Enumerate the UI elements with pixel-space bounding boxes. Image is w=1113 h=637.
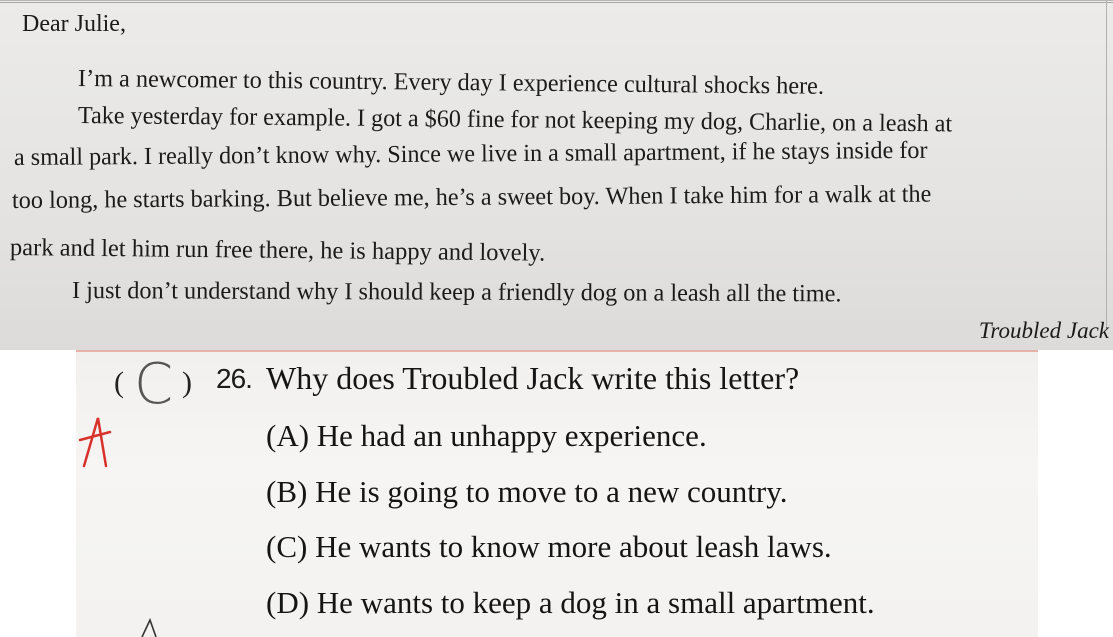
top-rule: [0, 2, 1113, 3]
right-rule: [1106, 1, 1107, 330]
question-text: Why does Troubled Jack write this letter?: [266, 360, 800, 396]
letter-line-1: I’m a newcomer to this country. Every day I experience cultural shocks here.: [77, 65, 825, 100]
letter-line-6: I just don’t understand why I should keep a friendly dog on a leash all the time.: [71, 277, 842, 308]
option-c: (C) He wants to know more about leash laws.: [266, 529, 832, 564]
question-number: 26.: [216, 363, 252, 394]
letter-line-2: Take yesterday for example. I got a $60 fine for not keeping my dog, Charlie, on a leash at: [77, 102, 953, 138]
letter-line-4: too long, he starts barking. But believe me, he’s a sweet boy. When I take him for a walk at the: [11, 180, 932, 214]
letter-line-5: park and let him run free there, he is happy and lovely.: [9, 234, 546, 267]
option-a: (A) He had an unhappy experience.: [266, 418, 707, 453]
answer-paren-close: ): [182, 366, 192, 399]
option-b: (B) He is going to move to a new country.: [266, 474, 788, 509]
handwritten-answer: C: [134, 352, 174, 417]
letter-line-3: a small park. I really don’t know why. Since we live in a small apartment, if he stays inside for: [13, 136, 928, 171]
red-correction-mark: [76, 410, 116, 470]
question-panel: [76, 350, 1038, 637]
red-mark-stroke-b: [80, 432, 110, 440]
pencil-scribble: [136, 608, 166, 637]
option-d: (D) He wants to keep a dog in a small apartment.: [266, 585, 875, 620]
answer-paren-open: (: [114, 366, 124, 399]
signature: Troubled Jack: [978, 318, 1109, 343]
red-mark-stroke-a: [84, 418, 106, 466]
pink-rule: [76, 350, 1038, 352]
salutation: Dear Julie,: [22, 11, 126, 37]
